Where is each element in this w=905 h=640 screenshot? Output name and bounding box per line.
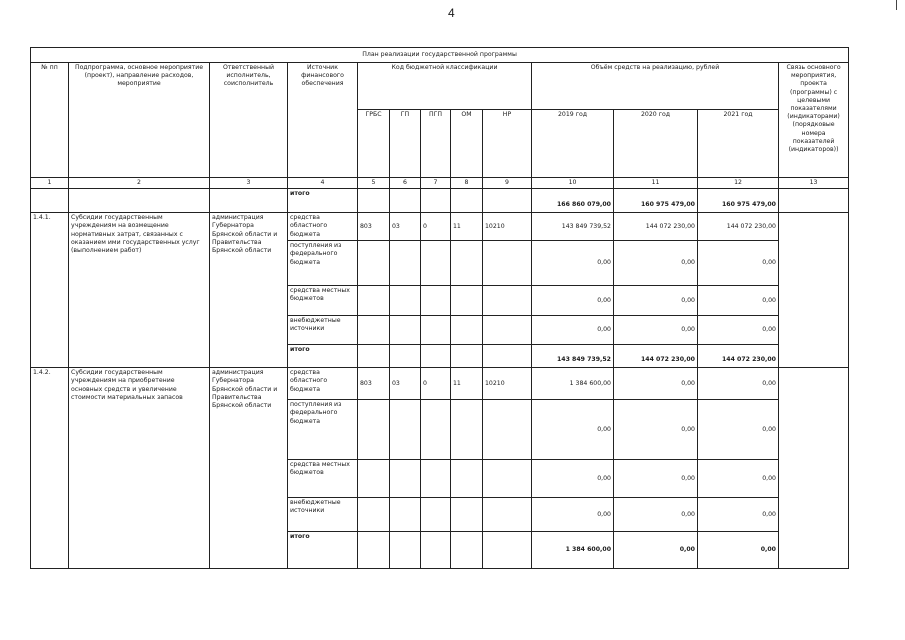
- block-1-executor: администрация Губернатора Брянской области и Правительства Брянской области: [210, 213, 288, 368]
- value-2021: 0,00: [698, 498, 779, 532]
- title-row: [31, 48, 849, 63]
- value-2021: 0,00: [698, 286, 779, 316]
- kbk-pgp: 0: [421, 213, 451, 241]
- col-number: 10: [532, 178, 614, 189]
- source-cell: поступления из федерального бюджета: [288, 241, 358, 286]
- value-2019: 0,00: [532, 316, 614, 345]
- block-1-name: Субсидии государственным учреждениям на возмещение нормативных затрат, связанных с оказанием ими государственных услуг (выполнением работ): [69, 213, 210, 368]
- value-2021: 0,00: [698, 241, 779, 286]
- col-number: 1: [31, 178, 69, 189]
- value-2020: 144 072 230,00: [614, 213, 698, 241]
- kbk-gp: 03: [390, 213, 421, 241]
- value-2020: 0,00: [614, 400, 698, 460]
- col-number: 6: [390, 178, 421, 189]
- source-cell: внебюджетные источники: [288, 498, 358, 532]
- value-2021: 0,00: [698, 460, 779, 498]
- value-2019: 0,00: [532, 286, 614, 316]
- col-number: 3: [210, 178, 288, 189]
- header-row-1: [31, 63, 849, 110]
- grand-total-2019: 166 860 079,00: [532, 189, 614, 213]
- grand-total-2020: 160 975 479,00: [614, 189, 698, 213]
- kbk-grbs: 803: [358, 213, 390, 241]
- header-num: № пп: [31, 63, 69, 178]
- total-2020: 144 072 230,00: [614, 345, 698, 368]
- col-number: 12: [698, 178, 779, 189]
- value-2020: 0,00: [614, 316, 698, 345]
- value-2020: 0,00: [614, 368, 698, 400]
- edge-mark: [896, 0, 897, 10]
- kbk-pgp: 0: [421, 368, 451, 400]
- block-1-row-regional: [31, 213, 849, 241]
- header-pgp: ПГП: [421, 110, 451, 178]
- kbk-om: 11: [451, 213, 483, 241]
- value-2020: 0,00: [614, 460, 698, 498]
- kbk-gp: 03: [390, 368, 421, 400]
- header-2021: 2021 год: [698, 110, 779, 178]
- value-2021: 144 072 230,00: [698, 213, 779, 241]
- header-grbs: ГРБС: [358, 110, 390, 178]
- block-1-link: [779, 213, 849, 368]
- kbk-np: 10210: [483, 368, 532, 400]
- header-kbk: Код бюджетной классификации: [358, 63, 532, 110]
- block-2-num: 1.4.2.: [31, 368, 69, 569]
- block-2-link: [779, 368, 849, 569]
- source-cell: внебюджетные источники: [288, 316, 358, 345]
- header-2019: 2019 год: [532, 110, 614, 178]
- table-title: План реализации государственной программы: [31, 48, 849, 63]
- value-2019: 143 849 739,52: [532, 213, 614, 241]
- value-2020: 0,00: [614, 286, 698, 316]
- page-number: 4: [448, 6, 455, 20]
- source-cell: средства местных бюджетов: [288, 460, 358, 498]
- value-2021: 0,00: [698, 316, 779, 345]
- source-cell: средства местных бюджетов: [288, 286, 358, 316]
- value-2021: 0,00: [698, 400, 779, 460]
- grand-total-row: [31, 189, 849, 213]
- value-2019: 0,00: [532, 498, 614, 532]
- col-number: 5: [358, 178, 390, 189]
- source-cell: итого: [288, 345, 358, 368]
- value-2020: 0,00: [614, 498, 698, 532]
- header-np: НР: [483, 110, 532, 178]
- header-gp: ГП: [390, 110, 421, 178]
- total-2021: 0,00: [698, 532, 779, 569]
- header-2020: 2020 год: [614, 110, 698, 178]
- column-number-row: [31, 178, 849, 189]
- value-2019: 0,00: [532, 460, 614, 498]
- kbk-np: 10210: [483, 213, 532, 241]
- col-number: 13: [779, 178, 849, 189]
- source-cell: поступления из федерального бюджета: [288, 400, 358, 460]
- block-2-executor: администрация Губернатора Брянской области и Правительства Брянской области: [210, 368, 288, 569]
- value-2019: 0,00: [532, 400, 614, 460]
- grand-total-2021: 160 975 479,00: [698, 189, 779, 213]
- col-number: 8: [451, 178, 483, 189]
- col-number: 11: [614, 178, 698, 189]
- kbk-om: 11: [451, 368, 483, 400]
- col-number: 4: [288, 178, 358, 189]
- block-1-num: 1.4.1.: [31, 213, 69, 368]
- col-number: 2: [69, 178, 210, 189]
- block-2-name: Субсидии государственным учреждениям на приобретение основных средств и увеличение стоимости материальных запасов: [69, 368, 210, 569]
- grand-total-label: итого: [288, 189, 358, 213]
- source-cell: итого: [288, 532, 358, 569]
- header-volume: Объём средств на реализацию, рублей: [532, 63, 779, 110]
- total-2019: 143 849 739,52: [532, 345, 614, 368]
- header-source: Источник финансового обеспечения: [288, 63, 358, 178]
- total-2020: 0,00: [614, 532, 698, 569]
- program-plan-table: [30, 47, 849, 569]
- source-cell: средства областного бюджета: [288, 368, 358, 400]
- source-cell: средства областного бюджета: [288, 213, 358, 241]
- value-2019: 0,00: [532, 241, 614, 286]
- header-program: Подпрограмма, основное мероприятие (проект), направление расходов, мероприятие: [69, 63, 210, 178]
- value-2019: 1 384 600,00: [532, 368, 614, 400]
- total-2019: 1 384 600,00: [532, 532, 614, 569]
- header-om: ОМ: [451, 110, 483, 178]
- header-executor: Ответственный исполнитель, соисполнитель: [210, 63, 288, 178]
- total-2021: 144 072 230,00: [698, 345, 779, 368]
- header-link: Связь основного мероприятия, проекта (программы) с целевыми показателями (индикаторами) (порядковые номера показателей (индикаторов)): [779, 63, 849, 178]
- col-number: 7: [421, 178, 451, 189]
- block-2-row-regional: [31, 368, 849, 400]
- col-number: 9: [483, 178, 532, 189]
- value-2021: 0,00: [698, 368, 779, 400]
- kbk-grbs: 803: [358, 368, 390, 400]
- value-2020: 0,00: [614, 241, 698, 286]
